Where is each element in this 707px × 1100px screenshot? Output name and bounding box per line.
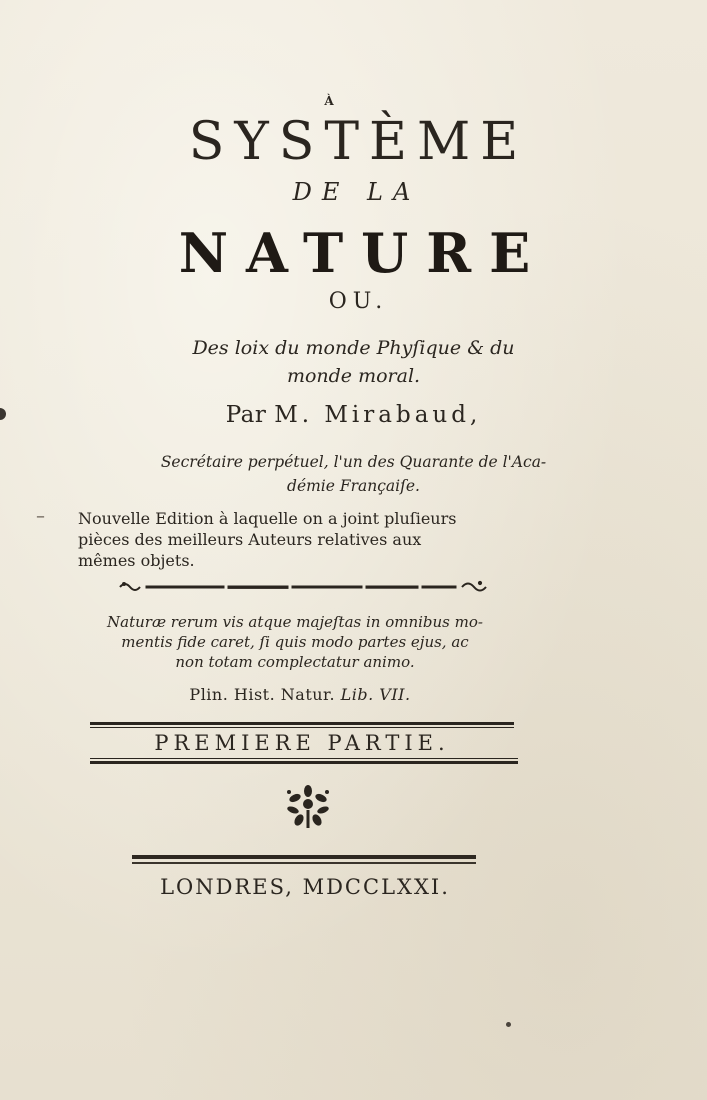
imprint-rule-thick <box>132 855 476 859</box>
imprint-line: LONDRES, MDCCLXXI. <box>160 875 450 899</box>
edition-line-3: mêmes objets. <box>78 551 195 570</box>
epigraph-citation <box>0 684 600 706</box>
author-role-line-2: démie Françaiſe. <box>287 477 420 495</box>
partie-rule-bottom-thin <box>90 758 518 759</box>
margin-dash-mark: – <box>36 506 45 527</box>
title-nature: NATURE <box>178 221 549 285</box>
partie-rule-bottom-thick <box>90 761 518 764</box>
subtitle-line-2: monde moral. <box>286 365 421 387</box>
author-role-line-1: Secrétaire perpétuel, l'un des Quarante de l'Aca- <box>160 453 547 471</box>
epigraph-line-2: mentis fide caret, ſi quis modo partes ejus, ac <box>121 633 469 651</box>
part-heading: PREMIERE PARTIE. <box>154 731 450 755</box>
floral-fleuron-icon <box>281 782 335 832</box>
subtitle-line-1: Des loix du monde Phyſique & du <box>192 337 515 359</box>
citation-book: Lib. VII. <box>340 685 411 704</box>
edition-line-1: Nouvelle Edition à laquelle on a joint pluſieurs <box>78 509 457 528</box>
author-name: M. Mirabaud, <box>274 402 482 428</box>
author-line <box>0 400 707 430</box>
author-role <box>70 450 637 498</box>
margin-ink-dot-lower <box>506 1022 511 1027</box>
book-title: SYSTÈME <box>188 112 529 172</box>
epigraph-line-3: non totam complectatur animo. <box>175 653 415 671</box>
epigraph <box>80 612 510 672</box>
title-ou: OU. <box>328 289 389 314</box>
title-accent: À <box>324 94 334 108</box>
author-prefix: Par <box>225 402 267 428</box>
edition-line-2: pièces des meilleurs Auteurs relatives aux <box>78 530 422 549</box>
ornamental-dash-rule-icon <box>118 580 488 594</box>
epigraph-line-1: Naturæ rerum vis atque majeſtas in omnibus mo- <box>107 613 483 631</box>
partie-rule-top-thick <box>90 722 514 725</box>
edition-note <box>78 508 518 571</box>
citation-source: Plin. Hist. Natur. <box>189 685 336 704</box>
imprint-rule-thin <box>132 862 476 864</box>
subtitle <box>90 334 617 390</box>
title-de-la: DE LA <box>292 178 421 206</box>
